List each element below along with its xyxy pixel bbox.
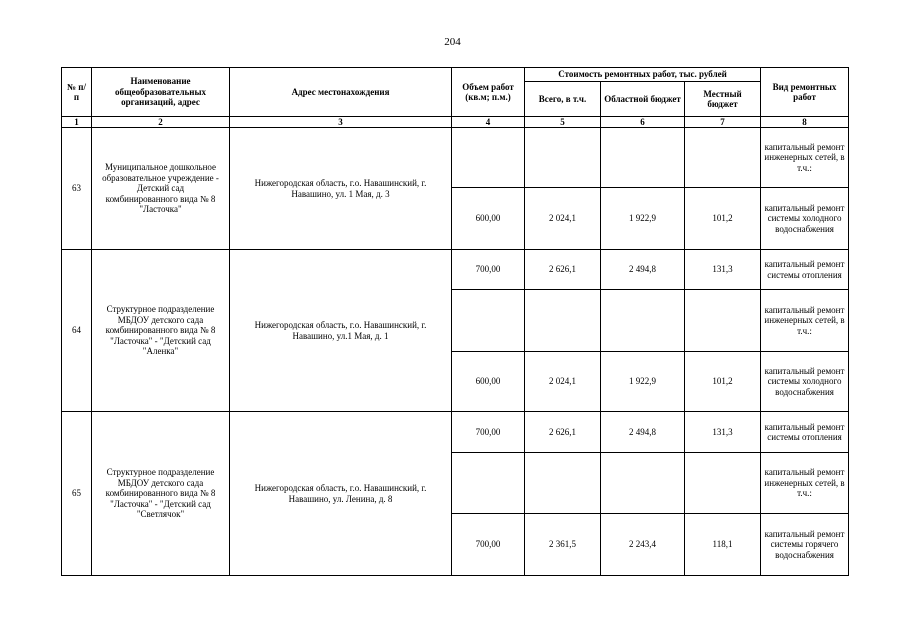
page-number: 204 — [444, 36, 461, 48]
header-work-type: Вид ремонтных работ — [761, 68, 849, 117]
work-local — [685, 290, 761, 352]
column-number: 6 — [601, 117, 685, 128]
entry-address: Нижегородская область, г.о. Навашинский, г. Навашино, ул. Ленина, д. 8 — [230, 412, 452, 576]
table-row — [62, 128, 849, 188]
entry-address: Нижегородская область, г.о. Навашинский, г. Навашино, ул. 1 Мая, д. 3 — [230, 128, 452, 250]
work-volume: 700,00 — [452, 250, 525, 290]
work-regional — [601, 290, 685, 352]
work-volume — [452, 290, 525, 352]
work-type: капитальный ремонт системы отопления — [761, 412, 849, 453]
column-number: 7 — [685, 117, 761, 128]
column-number: 3 — [230, 117, 452, 128]
header-num: № п/п — [62, 68, 92, 117]
column-numbers-row — [62, 117, 849, 128]
entry-name: Муниципальное дошкольное образовательное учреждение - Детский сад комбинированного вида № 8 "Ласточка" — [92, 128, 230, 250]
work-regional: 1 922,9 — [601, 352, 685, 412]
column-number: 1 — [62, 117, 92, 128]
work-local: 101,2 — [685, 352, 761, 412]
work-type: капитальный ремонт инженерных сетей, в т.ч.: — [761, 290, 849, 352]
work-local: 118,1 — [685, 514, 761, 576]
repair-works-table — [61, 67, 849, 576]
work-regional — [601, 128, 685, 188]
header-total: Всего, в т.ч. — [525, 82, 601, 117]
column-number: 8 — [761, 117, 849, 128]
work-total: 2 024,1 — [525, 352, 601, 412]
work-regional: 1 922,9 — [601, 188, 685, 250]
work-volume: 700,00 — [452, 514, 525, 576]
work-total — [525, 453, 601, 514]
work-total: 2 361,5 — [525, 514, 601, 576]
header-name: Наименование общеобразовательных организаций, адрес — [92, 68, 230, 117]
header-regional: Областной бюджет — [601, 82, 685, 117]
work-regional: 2 494,8 — [601, 412, 685, 453]
header-address: Адрес местонахождения — [230, 68, 452, 117]
entry-num: 63 — [62, 128, 92, 250]
entry-num: 64 — [62, 250, 92, 412]
entry-name: Структурное подразделение МБДОУ детского сада комбинированного вида № 8 "Ласточка" - "Детский сад "Светлячок" — [92, 412, 230, 576]
entry-num: 65 — [62, 412, 92, 576]
header-volume: Объем работ (кв.м; п.м.) — [452, 68, 525, 117]
work-total: 2 626,1 — [525, 412, 601, 453]
work-local: 131,3 — [685, 250, 761, 290]
work-type: капитальный ремонт системы холодного водоснабжения — [761, 352, 849, 412]
column-number: 4 — [452, 117, 525, 128]
work-total: 2 024,1 — [525, 188, 601, 250]
entry-name: Структурное подразделение МБДОУ детского сада комбинированного вида № 8 "Ласточка" - "Детский сад "Аленка" — [92, 250, 230, 412]
work-local — [685, 128, 761, 188]
column-number: 2 — [92, 117, 230, 128]
work-type: капитальный ремонт инженерных сетей, в т.ч.: — [761, 128, 849, 188]
work-local: 131,3 — [685, 412, 761, 453]
work-regional: 2 243,4 — [601, 514, 685, 576]
work-volume — [452, 128, 525, 188]
work-local — [685, 453, 761, 514]
work-type: капитальный ремонт инженерных сетей, в т.ч.: — [761, 453, 849, 514]
header-cost-group: Стоимость ремонтных работ, тыс. рублей — [525, 68, 761, 82]
work-volume: 700,00 — [452, 412, 525, 453]
work-volume: 600,00 — [452, 188, 525, 250]
work-local: 101,2 — [685, 188, 761, 250]
work-total — [525, 290, 601, 352]
work-volume — [452, 453, 525, 514]
work-regional — [601, 453, 685, 514]
work-type: капитальный ремонт системы горячего водоснабжения — [761, 514, 849, 576]
table-row — [62, 250, 849, 290]
work-total: 2 626,1 — [525, 250, 601, 290]
header-local: Местный бюджет — [685, 82, 761, 117]
work-type: капитальный ремонт системы холодного водоснабжения — [761, 188, 849, 250]
header-row-top — [62, 68, 849, 82]
entry-address: Нижегородская область, г.о. Навашинский, г. Навашино, ул.1 Мая, д. 1 — [230, 250, 452, 412]
column-number: 5 — [525, 117, 601, 128]
work-regional: 2 494,8 — [601, 250, 685, 290]
table-row — [62, 412, 849, 453]
work-total — [525, 128, 601, 188]
work-type: капитальный ремонт системы отопления — [761, 250, 849, 290]
work-volume: 600,00 — [452, 352, 525, 412]
